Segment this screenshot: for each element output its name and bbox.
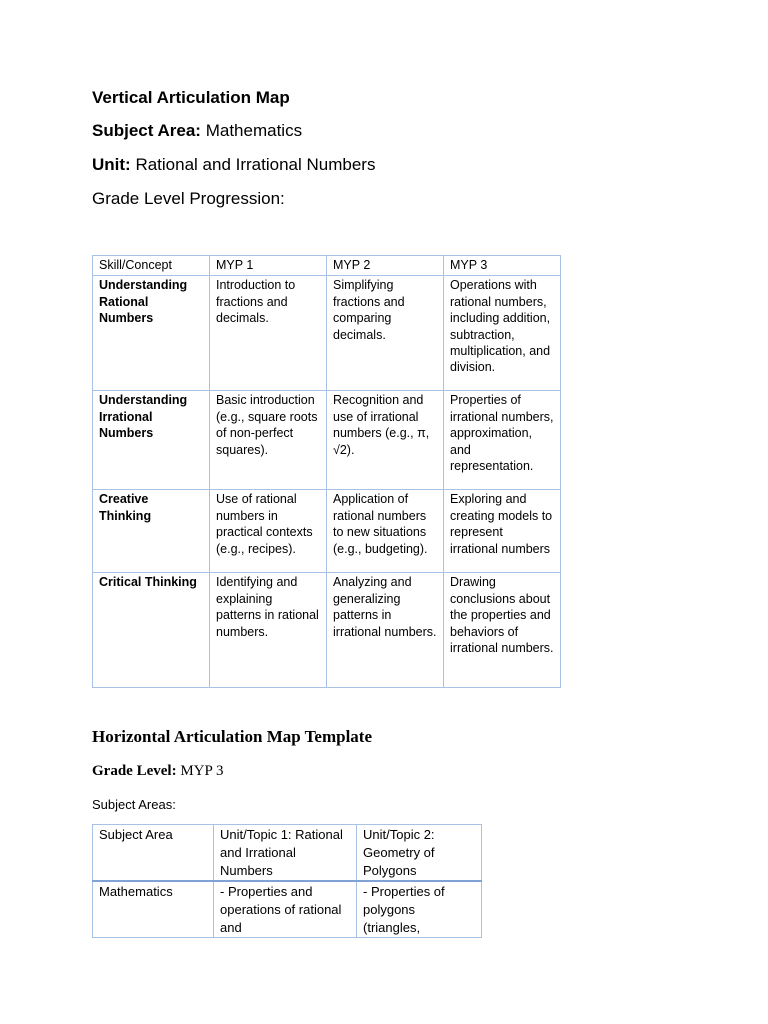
table-cell: Application of rational numbers to new situations (e.g., budgeting).: [327, 490, 444, 573]
skill-cell: Understanding Rational Numbers: [93, 276, 210, 391]
table-cell: Properties of irrational numbers, approximation, and representation.: [444, 391, 561, 490]
table-cell: - Properties and operations of rational and: [214, 881, 357, 938]
horizontal-map-title: Horizontal Articulation Map Template: [92, 727, 373, 746]
table-cell: Exploring and creating models to represent irrational numbers: [444, 490, 561, 573]
vertical-articulation-table: [92, 255, 561, 688]
table-cell: Introduction to fractions and decimals.: [210, 276, 327, 391]
horizontal-articulation-table: [92, 824, 482, 938]
header-cell: Subject Area: [93, 825, 214, 882]
table-cell: Drawing conclusions about the properties and behaviors of irrational numbers.: [444, 573, 561, 688]
table-header-row: [93, 256, 561, 276]
table-row: [93, 881, 482, 938]
table-cell: Analyzing and generalizing patterns in irrational numbers.: [327, 573, 444, 688]
table-cell: Simplifying fractions and comparing decimals.: [327, 276, 444, 391]
table-cell: - Properties of polygons (triangles,: [357, 881, 482, 938]
table-row: [93, 490, 561, 573]
table-row: [93, 391, 561, 490]
subject-areas-label: Subject Areas:: [92, 797, 176, 812]
subject-area-label: Subject Area:: [92, 121, 201, 140]
doc-title: Vertical Articulation Map: [92, 88, 290, 107]
subject-cell: Mathematics: [93, 881, 214, 938]
subject-area-line: [92, 121, 302, 141]
table-cell: Recognition and use of irrational numbers (e.g., π, √2).: [327, 391, 444, 490]
skill-cell: Creative Thinking: [93, 490, 210, 573]
header-cell: MYP 3: [444, 256, 561, 276]
header-cell: MYP 2: [327, 256, 444, 276]
table-cell: Basic introduction (e.g., square roots of non-perfect squares).: [210, 391, 327, 490]
table-header-row: [93, 825, 482, 882]
subject-area-value: Mathematics: [205, 121, 303, 140]
unit-value: Rational and Irrational Numbers: [135, 155, 376, 174]
table-cell: Use of rational numbers in practical contexts (e.g., recipes).: [210, 490, 327, 573]
grade-progression-label: Grade Level Progression:: [92, 189, 285, 208]
header-cell: Unit/Topic 1: Rational and Irrational Numbers: [214, 825, 357, 882]
table-cell: Identifying and explaining patterns in rational numbers.: [210, 573, 327, 688]
skill-cell: Understanding Irrational Numbers: [93, 391, 210, 490]
grade-level-label: Grade Level:: [92, 763, 177, 779]
table-cell: Operations with rational numbers, including addition, subtraction, multiplication, and division.: [444, 276, 561, 391]
header-cell: Skill/Concept: [93, 256, 210, 276]
skill-cell: Critical Thinking: [93, 573, 210, 688]
header-cell: MYP 1: [210, 256, 327, 276]
grade-level-line: [92, 763, 224, 780]
unit-label: Unit:: [92, 155, 131, 174]
unit-line: [92, 155, 375, 175]
grade-level-value: MYP 3: [180, 763, 224, 779]
table-row: [93, 573, 561, 688]
header-cell: Unit/Topic 2: Geometry of Polygons: [357, 825, 482, 882]
table-row: [93, 276, 561, 391]
